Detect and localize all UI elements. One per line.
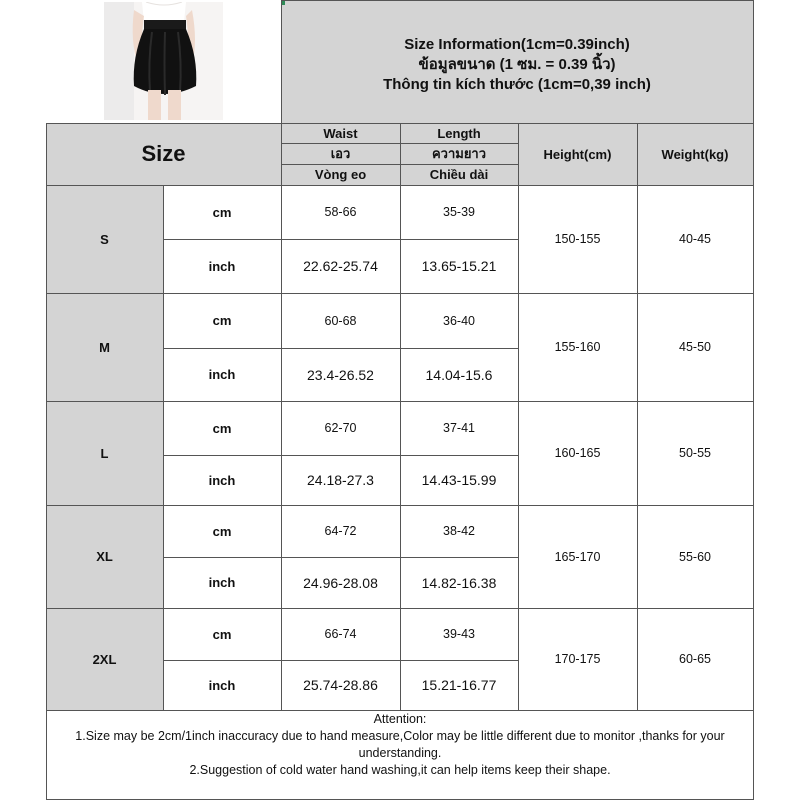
size-label: S	[100, 231, 109, 247]
attention-notes	[60, 711, 740, 779]
title-en: Size Information(1cm=0.39inch)	[404, 35, 630, 53]
waist-cm: 58-66	[324, 205, 357, 219]
size-label: 2XL	[92, 651, 117, 667]
unit-inch: inch	[208, 575, 236, 590]
waist-cm: 60-68	[324, 313, 357, 328]
waist-inch: 23.4-26.52	[307, 366, 374, 383]
size-label: XL	[96, 549, 113, 564]
unit-inch: inch	[208, 677, 236, 693]
height-value: 160-165	[554, 446, 601, 460]
waist-cm: 62-70	[324, 421, 357, 435]
title-th: ข้อมูลขนาด (1 ซม. = 0.39 นิ้ว)	[418, 55, 616, 73]
weight-value: 40-45	[679, 232, 711, 246]
weight-value: 60-65	[679, 652, 711, 666]
length-inch: 14.43-15.99	[421, 472, 497, 488]
waist-header-th: เอว	[330, 146, 351, 161]
length-header-th: ความยาว	[431, 146, 487, 161]
length-inch: 14.04-15.6	[425, 366, 493, 383]
size-info-title	[281, 0, 753, 123]
waist-header-vi: Vòng eo	[314, 167, 367, 182]
height-header: Height(cm)	[543, 146, 612, 162]
attention-line-1: 1.Size may be 2cm/1inch inaccuracy due to hand measure,Color may be little different due to monitor ,thanks for your understanding.	[75, 729, 725, 760]
height-value: 150-155	[554, 232, 601, 246]
height-value: 170-175	[554, 652, 601, 666]
unit-inch: inch	[208, 258, 236, 274]
unit-cm: cm	[212, 204, 232, 220]
attention-line-2: 2.Suggestion of cold water hand washing,it can help items keep their shape.	[189, 763, 611, 777]
length-cm: 39-43	[443, 627, 475, 641]
length-inch: 15.21-16.77	[421, 677, 497, 693]
waist-cm: 64-72	[324, 524, 357, 538]
unit-cm: cm	[212, 626, 232, 642]
divider	[281, 0, 282, 710]
unit-inch: inch	[208, 472, 236, 488]
divider	[753, 0, 754, 800]
waist-header-en: Waist	[323, 125, 358, 141]
weight-value: 55-60	[679, 549, 711, 564]
divider	[281, 0, 753, 1]
title-vi: Thông tin kích thước (1cm=0,39 inch)	[383, 75, 651, 93]
weight-header: Weight(kg)	[661, 146, 729, 162]
weight-value: 45-50	[679, 340, 711, 354]
length-cm: 35-39	[443, 205, 475, 219]
length-inch: 14.82-16.38	[421, 574, 497, 591]
divider	[163, 348, 518, 349]
divider	[46, 710, 753, 711]
height-value: 155-160	[554, 340, 601, 354]
length-cm: 37-41	[443, 421, 475, 435]
length-cm: 38-42	[443, 524, 475, 538]
divider	[163, 185, 164, 710]
divider	[163, 239, 518, 240]
black-skirt-icon	[104, 2, 223, 120]
weight-value: 50-55	[679, 446, 711, 460]
length-header-en: Length	[437, 125, 481, 141]
length-inch: 13.65-15.21	[421, 258, 497, 274]
product-photo	[104, 2, 223, 120]
attention-title: Attention:	[373, 712, 427, 726]
unit-cm: cm	[212, 523, 232, 539]
divider	[163, 557, 518, 558]
waist-inch: 24.18-27.3	[307, 472, 374, 488]
divider	[163, 660, 518, 661]
unit-inch: inch	[208, 367, 236, 382]
length-cm: 36-40	[443, 313, 475, 328]
length-header-vi: Chiều dài	[429, 167, 489, 182]
height-value: 165-170	[554, 549, 601, 564]
waist-inch: 25.74-28.86	[303, 677, 378, 693]
waist-cm: 66-74	[324, 627, 357, 641]
unit-cm: cm	[212, 420, 232, 436]
divider	[163, 455, 518, 456]
divider	[400, 123, 401, 710]
divider	[518, 123, 519, 710]
waist-inch: 24.96-28.08	[303, 574, 378, 591]
size-header: Size	[141, 141, 186, 166]
waist-inch: 22.62-25.74	[303, 258, 378, 274]
divider	[637, 123, 638, 710]
size-label: M	[99, 339, 110, 355]
divider	[46, 123, 47, 800]
unit-cm: cm	[212, 313, 232, 328]
size-label: L	[100, 445, 109, 461]
